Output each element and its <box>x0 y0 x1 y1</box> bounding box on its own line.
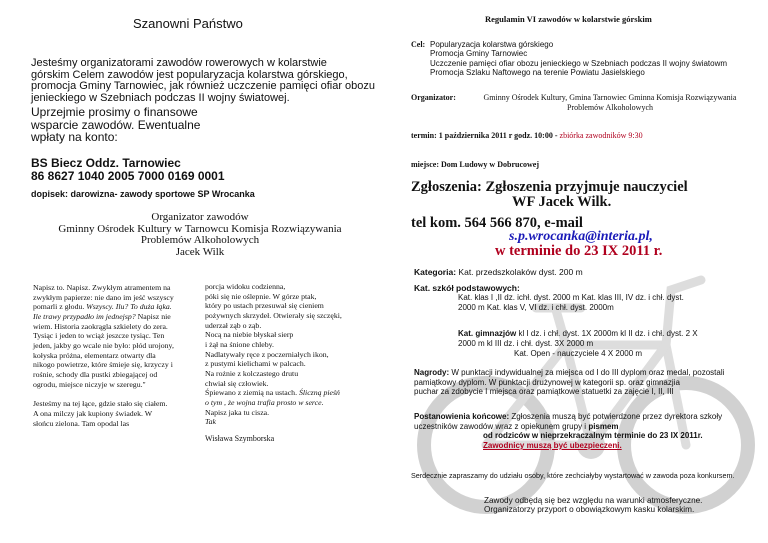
poem-column-1 <box>33 283 193 428</box>
poem-col1-part-b: Napisz nie wiem. Historia zaokrągla szkielety do zera. Tysiąc i jeden to wciąż jeszcze tysiąc. Ten jeden, jakby go wcale nie było: płód urojony, kołyska próżna, elementarz otwarty dla nikogo powietrze, które śmieje się, krzyczy i rośnie, schody dla pustki zbiegającej od ogrodu, miejsce niczyje w szeregu." <box>33 311 174 389</box>
registration-text: Zgłoszenia przyjmuje nauczyciel <box>485 179 688 195</box>
goal-label: Cel: <box>411 40 426 49</box>
registration-label: Zgłoszenia: <box>411 179 486 195</box>
phone-line: tel kom. 564 566 870, e-mail <box>411 215 583 231</box>
poem-author: Wisława Szymborska <box>205 434 275 443</box>
poem-col2-part-b: Napisz jaka tu cisza. <box>205 407 270 417</box>
primary-school-text: Kat. klas I ,II dz. ichł. dyst. 2000 m Kat. klas III, IV dz. i chł. dyst. 2000 m Kat. klas V, VI dz. i chł. dyst. 2000m <box>458 293 684 312</box>
gymnasium-block <box>458 329 758 348</box>
bank-name: BS Biecz Oddz. Tarnowiec <box>31 156 181 170</box>
prizes-block <box>414 368 764 397</box>
open-category: Kat. Open - nauczyciele 4 X 2000 m <box>514 349 643 358</box>
poem-col1-part-a: Napisz to. Napisz. Zwykłym atramentem na zwykłym papierze: nie dano im jeść wszyscy pomarli z głodu. <box>33 283 174 312</box>
closing-notes: Zawody odbędą się bez względu na warunki atmosferyczne. Organizatorzy przyport o obowiązkowym kasku kolarskim. <box>484 496 703 515</box>
category-label: Kategoria: <box>414 267 457 277</box>
intro-paragraph: Jesteśmy organizatorami zawodów rowerowych w kolarstwie górskim Celem zawodów jest popularyzacja kolarstwa górskiego, promocja Gminy Tarnowiec, jak również uczczenie pamięci ofiar obozu jenieckiego w Szebniach podczas II wojny światowej. <box>31 57 376 104</box>
by-letter-emphasis: pismem <box>588 421 619 431</box>
poem-column-2 <box>205 282 390 427</box>
date-text: termin: 1 października 2011 r godz. 10:00 - <box>411 131 560 140</box>
bank-account-number: 86 8627 1040 2005 7000 0169 0001 <box>31 169 225 183</box>
category-text: Kat. przedszkolaków dyst. 200 m <box>458 267 583 277</box>
teacher-name: WF Jacek Wilk. <box>512 194 612 210</box>
poem-col1-part-c: Jesteśmy na tej łące, gdzie stało się ciałem. A ona milczy jak kupiony świadek. W słońcu zielona. Tam opodal las <box>33 399 168 428</box>
final-provisions-block <box>414 412 764 431</box>
gymnasium-label: Kat. gimnazjów <box>458 329 517 338</box>
goal-text: Popularyzacja kolarstwa górskiego Promocja Gminy Tarnowiec Uczczenie pamięci ofiar obozu jenieckiego w Szebniach podczas II wojny światowm Promocja Szlaku Naftowego na terenie Powiatu Jasielskiego <box>430 40 728 78</box>
regulation-title: Regulamin VI zawodów w kolarstwie górskim <box>485 14 652 24</box>
insurance-requirement: Zawodnicy muszą być ubezpieczeni. <box>483 441 622 450</box>
poem-col1-italic: Wszyscy. Ilu? To duża łąka. Ile trawy przypadło im jednejsp? <box>33 302 172 321</box>
venue-line: miejsce: Dom Ludowy w Dobrucowej <box>411 160 539 169</box>
poem-col2-tak: Tak <box>205 417 216 427</box>
gymnasium-text: kl I dz. i chł. dyst. 1X 2000m kl II dz. i chł. dyst. 2 X 2000 m kl III dz. i chł. dyst. 3X 2000 m <box>458 329 698 348</box>
category-line <box>414 267 583 277</box>
registration-deadline: w terminie do 23 IX 2011 r. <box>495 243 663 259</box>
support-request: Uprzejmie prosimy o finansowe wsparcie zawodów. Ewentualne wpłaty na konto: <box>31 105 201 145</box>
invitation-note: Serdecznie zapraszamy do udziału osoby, które zechciałyby wystartować w zawoda poza konkursem. <box>411 471 735 480</box>
greeting-heading: Szanowni Państwo <box>133 16 243 31</box>
organizer-label: Organizator: <box>411 93 456 102</box>
prizes-label: Nagrody: <box>414 368 450 377</box>
poem-col2-part-a: porcja widoku codzienna, póki się nie oślepnie. W górze ptak, który po ustach przesuwał się cieniem pożywnych skrzydeł. Otwierały się szczęki, uderzał ząb o ząb. Nocą na niebie błyskał sierp i żął na śnione chleby. Nadlatywały ręce z poczerniałych ikon, z pustymi kielichami w palcach. Na rożnie z kolczastego drutu chwiał się człowiek. Śpiewano z ziemią na ustach. <box>205 282 342 398</box>
poem-col2-italic: Śliczną pieśń o tym , że wojna trafia prosto w serce. <box>205 388 340 407</box>
parents-deadline: od rodziców w nieprzekraczalnym terminie do 23 IX 2011r. <box>483 431 703 440</box>
organizer-block: Organizator zawodów Gminny Ośrodek Kultury w Tarnowcu Komisja Rozwiązywania Problemów Alkoholowych Jacek Wilk <box>58 211 342 258</box>
prizes-text: W punktacji indywidualnej za miejsca od I do III dyplom oraz medal, pozostali pamiątkowy dyplom. W punktacji drużynowej w kategorii sp. oraz gimnazjia puchar za zdobycie I miejsca oraz pamiątkowe statuetki za zajęcie I, II, III <box>414 368 725 397</box>
registration-line <box>411 180 688 195</box>
date-line <box>411 131 643 140</box>
final-provisions-text: Zgłoszenia muszą być potwierdzone przez dyrektora szkoły uczestników zawodów wraz z opiekunem grupy i <box>414 412 723 431</box>
final-provisions-label: Postanowienia końcowe: <box>414 412 510 421</box>
email-link[interactable]: s.p.wrocanka@interia.pl, <box>509 229 653 244</box>
transfer-note: dopisek: darowizna- zawody sportowe SP Wrocanka <box>31 189 255 199</box>
primary-school-label: Kat. szkół podstawowych: <box>414 283 520 293</box>
organizer-text: Gminny Ośrodek Kultury, Gmina Tarnowiec Gminna Komisja Rozwiązywania Problemów Alkoholowych <box>483 93 737 112</box>
gathering-time: zbiórka zawodników 9:30 <box>559 131 643 140</box>
